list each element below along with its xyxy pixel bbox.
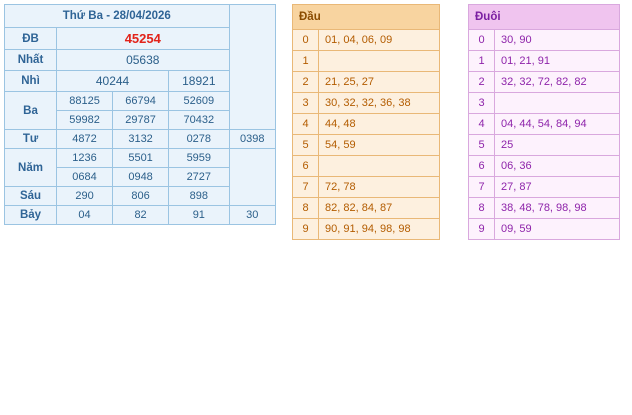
row-label: Năm <box>5 149 57 187</box>
prize-value: 806 <box>113 187 169 206</box>
prize-value: 290 <box>57 187 113 206</box>
prize-value: 4872 <box>57 130 113 149</box>
row-label: Bảy <box>5 206 57 225</box>
table-row <box>469 156 620 177</box>
table-row <box>469 219 620 240</box>
table-row <box>293 72 440 93</box>
duoi-table <box>468 4 620 240</box>
dau-values: 72, 78 <box>319 177 440 198</box>
dau-key: 3 <box>293 93 319 114</box>
duoi-key: 2 <box>469 72 495 93</box>
prize-value: 70432 <box>169 111 229 130</box>
duoi-values: 06, 36 <box>495 156 620 177</box>
table-row <box>469 135 620 156</box>
duoi-values: 04, 44, 54, 84, 94 <box>495 114 620 135</box>
table-row <box>469 114 620 135</box>
duoi-values: 30, 90 <box>495 30 620 51</box>
row-label: Sáu <box>5 187 57 206</box>
table-row <box>469 30 620 51</box>
prize-value: 3132 <box>113 130 169 149</box>
row-label: Ba <box>5 92 57 130</box>
prize-value: 45254 <box>57 28 230 50</box>
prize-value: 66794 <box>113 92 169 111</box>
dau-values <box>319 51 440 72</box>
table-row <box>293 219 440 240</box>
prize-value: 59982 <box>57 111 113 130</box>
table-row <box>293 177 440 198</box>
prize-value: 91 <box>169 206 229 225</box>
dau-key: 1 <box>293 51 319 72</box>
table-row <box>293 30 440 51</box>
duoi-key: 9 <box>469 219 495 240</box>
prize-value: 40244 <box>57 71 169 92</box>
dau-table <box>292 4 440 240</box>
prize-value: 0684 <box>57 168 113 187</box>
row-label: Nhất <box>5 50 57 71</box>
prize-value: 04 <box>57 206 113 225</box>
duoi-key: 3 <box>469 93 495 114</box>
dau-key: 7 <box>293 177 319 198</box>
table-row <box>293 135 440 156</box>
dau-values: 44, 48 <box>319 114 440 135</box>
duoi-key: 1 <box>469 51 495 72</box>
duoi-values: 27, 87 <box>495 177 620 198</box>
table-row <box>469 198 620 219</box>
dau-values: 21, 25, 27 <box>319 72 440 93</box>
prize-value: 2727 <box>169 168 229 187</box>
duoi-key: 4 <box>469 114 495 135</box>
duoi-values: 01, 21, 91 <box>495 51 620 72</box>
table-row <box>5 28 276 50</box>
dau-values: 30, 32, 32, 36, 38 <box>319 93 440 114</box>
table-row <box>5 206 276 225</box>
prize-value: 05638 <box>57 50 230 71</box>
dau-header-label: Đầu <box>293 5 440 30</box>
dau-values: 01, 04, 06, 09 <box>319 30 440 51</box>
prize-value: 30 <box>229 206 275 225</box>
table-row <box>469 51 620 72</box>
duoi-body <box>469 5 620 240</box>
duoi-key: 0 <box>469 30 495 51</box>
dau-values: 90, 91, 94, 98, 98 <box>319 219 440 240</box>
duoi-key: 7 <box>469 177 495 198</box>
main-results-table <box>4 4 276 225</box>
dau-key: 0 <box>293 30 319 51</box>
prize-value: 0278 <box>169 130 229 149</box>
prize-value: 898 <box>169 187 229 206</box>
page-title: Thứ Ba - 28/04/2026 <box>5 5 230 28</box>
prize-value: 0398 <box>229 130 275 149</box>
row-label: Nhì <box>5 71 57 92</box>
prize-value: 82 <box>113 206 169 225</box>
results-title-row <box>5 5 276 28</box>
table-row <box>5 130 276 149</box>
prize-value: 1236 <box>57 149 113 168</box>
dau-values <box>319 156 440 177</box>
table-row <box>293 51 440 72</box>
duoi-key: 5 <box>469 135 495 156</box>
dau-body <box>293 5 440 240</box>
table-row <box>293 93 440 114</box>
table-row <box>469 177 620 198</box>
dau-key: 4 <box>293 114 319 135</box>
duoi-header-row <box>469 5 620 30</box>
dau-key: 5 <box>293 135 319 156</box>
table-row <box>5 149 276 168</box>
table-row <box>5 71 276 92</box>
table-row <box>5 92 276 111</box>
table-row <box>469 72 620 93</box>
dau-key: 6 <box>293 156 319 177</box>
duoi-values: 32, 32, 72, 82, 82 <box>495 72 620 93</box>
row-label: Tư <box>5 130 57 149</box>
dau-key: 9 <box>293 219 319 240</box>
table-row <box>469 93 620 114</box>
prize-value: 52609 <box>169 92 229 111</box>
dau-key: 2 <box>293 72 319 93</box>
duoi-values: 09, 59 <box>495 219 620 240</box>
dau-header-row <box>293 5 440 30</box>
prize-value: 88125 <box>57 92 113 111</box>
prize-value: 18921 <box>169 71 229 92</box>
prize-value: 5501 <box>113 149 169 168</box>
prize-value: 0948 <box>113 168 169 187</box>
table-row <box>5 187 276 206</box>
table-row <box>293 156 440 177</box>
dau-values: 82, 82, 84, 87 <box>319 198 440 219</box>
dau-values: 54, 59 <box>319 135 440 156</box>
table-row <box>293 198 440 219</box>
dau-key: 8 <box>293 198 319 219</box>
row-label: ĐB <box>5 28 57 50</box>
duoi-values: 25 <box>495 135 620 156</box>
duoi-key: 8 <box>469 198 495 219</box>
duoi-key: 6 <box>469 156 495 177</box>
table-row <box>5 50 276 71</box>
duoi-values: 38, 48, 78, 98, 98 <box>495 198 620 219</box>
table-row <box>293 114 440 135</box>
prize-value: 5959 <box>169 149 229 168</box>
duoi-values <box>495 93 620 114</box>
main-results-body <box>5 5 276 225</box>
prize-value: 29787 <box>113 111 169 130</box>
duoi-header-label: Đuôi <box>469 5 620 30</box>
